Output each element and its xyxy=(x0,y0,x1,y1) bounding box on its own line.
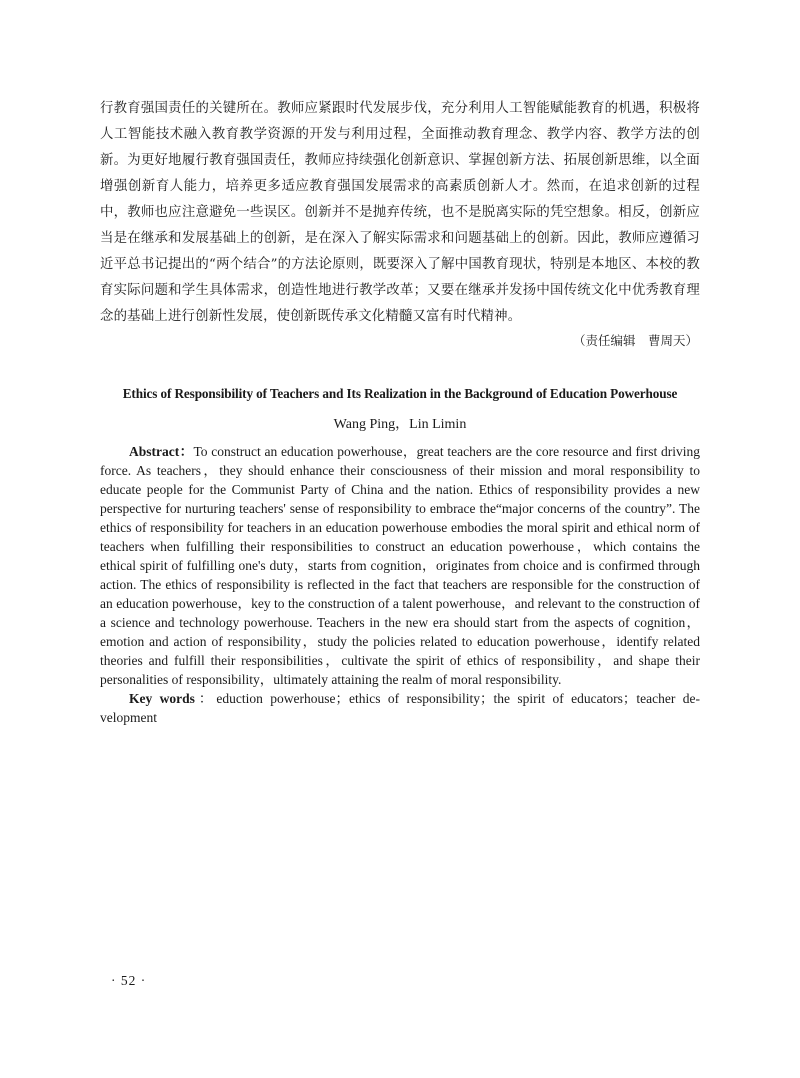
authors: Wang Ping，Lin Limin xyxy=(333,417,467,432)
editor-note: （责任编辑 曹周天） xyxy=(572,333,698,348)
chinese-paragraph: 行教育强国责任的关键所在。教师应紧跟时代发展步伐，充分利用人工智能赋能教育的机遇，积极将人工智能技术融入教育教学资源的开发与利用过程，全面推动教育理念、教学内容、教学方法的创新。为更好地履行教育强国责任，教师应持续强化创新意识、掌握创新方法、拓展创新思维，以全面增强创新育人能力，培养更多适应教育强国发展需求的高素质创新人才。然而，在追求创新的过程中，教师也应注意避免一些误区。创新并不是抛弃传统，也不是脱离实际的凭空想象。相反，创新应当是在继承和发展基础上的创新，是在深入了解实际需求和问题基础上的创新。因此，教师应遵循习近平总书记提出的“两个结合”的方法论原则，既要深入了解中国教育现状，特别是本地区、本校的教育实际问题和学生具体需求，创造性地进行教学改革；又要在继承并发扬中国传统文化中优秀教育理念的基础上进行创新性发展，使创新既传承文化精髓又富有时代精神。 xyxy=(100,101,700,324)
keywords-text: ：eduction powerhouse；ethics of responsibility；the spirit of educators；teacher de-velopment xyxy=(100,691,700,725)
english-title: Ethics of Responsibility of Teachers and Its Realization in the Background of Education Powerhouse xyxy=(122,386,678,401)
page-body xyxy=(100,96,700,727)
abstract-paragraph xyxy=(100,442,700,689)
keywords-label: Key words xyxy=(129,691,195,706)
abstract-text: To construct an education powerhouse，great teachers are the core resource and first driving force. As teachers，they should enhance their consciousness of their mission and moral responsibility to educate people for the Communist Party of China and the nation. Ethics of responsibility provides a new perspective for nurturing teachers' sense of responsibility to embrace the“major concerns of the country”. The ethics of responsibility for teachers in an education powerhouse embodies the moral spirit and ethical norm of teachers when fulfilling their responsibilities to construct an education powerhouse，which contains the ethical spirit of fulfilling one's duty，starts from cognition，originates from choice and is confirmed through action. The ethics of responsibility is reflected in the fact that teachers are responsible for the construction of an education powerhouse，key to the construction of a talent powerhouse，and relevant to the construction of a science and technology powerhouse. Teachers in the new era should start from the aspects of cognition，emotion and action of responsibility，study the policies related to education powerhouse，identify related theories and fulfill their responsibilities，cultivate the spirit of ethics of responsibility，and shape their personalities of responsibility，ultimately attaining the realm of moral responsibility. xyxy=(100,444,700,687)
keywords-paragraph xyxy=(100,689,700,727)
page-number: · 52 · xyxy=(111,973,147,988)
abstract-label: Abstract： xyxy=(129,444,194,459)
